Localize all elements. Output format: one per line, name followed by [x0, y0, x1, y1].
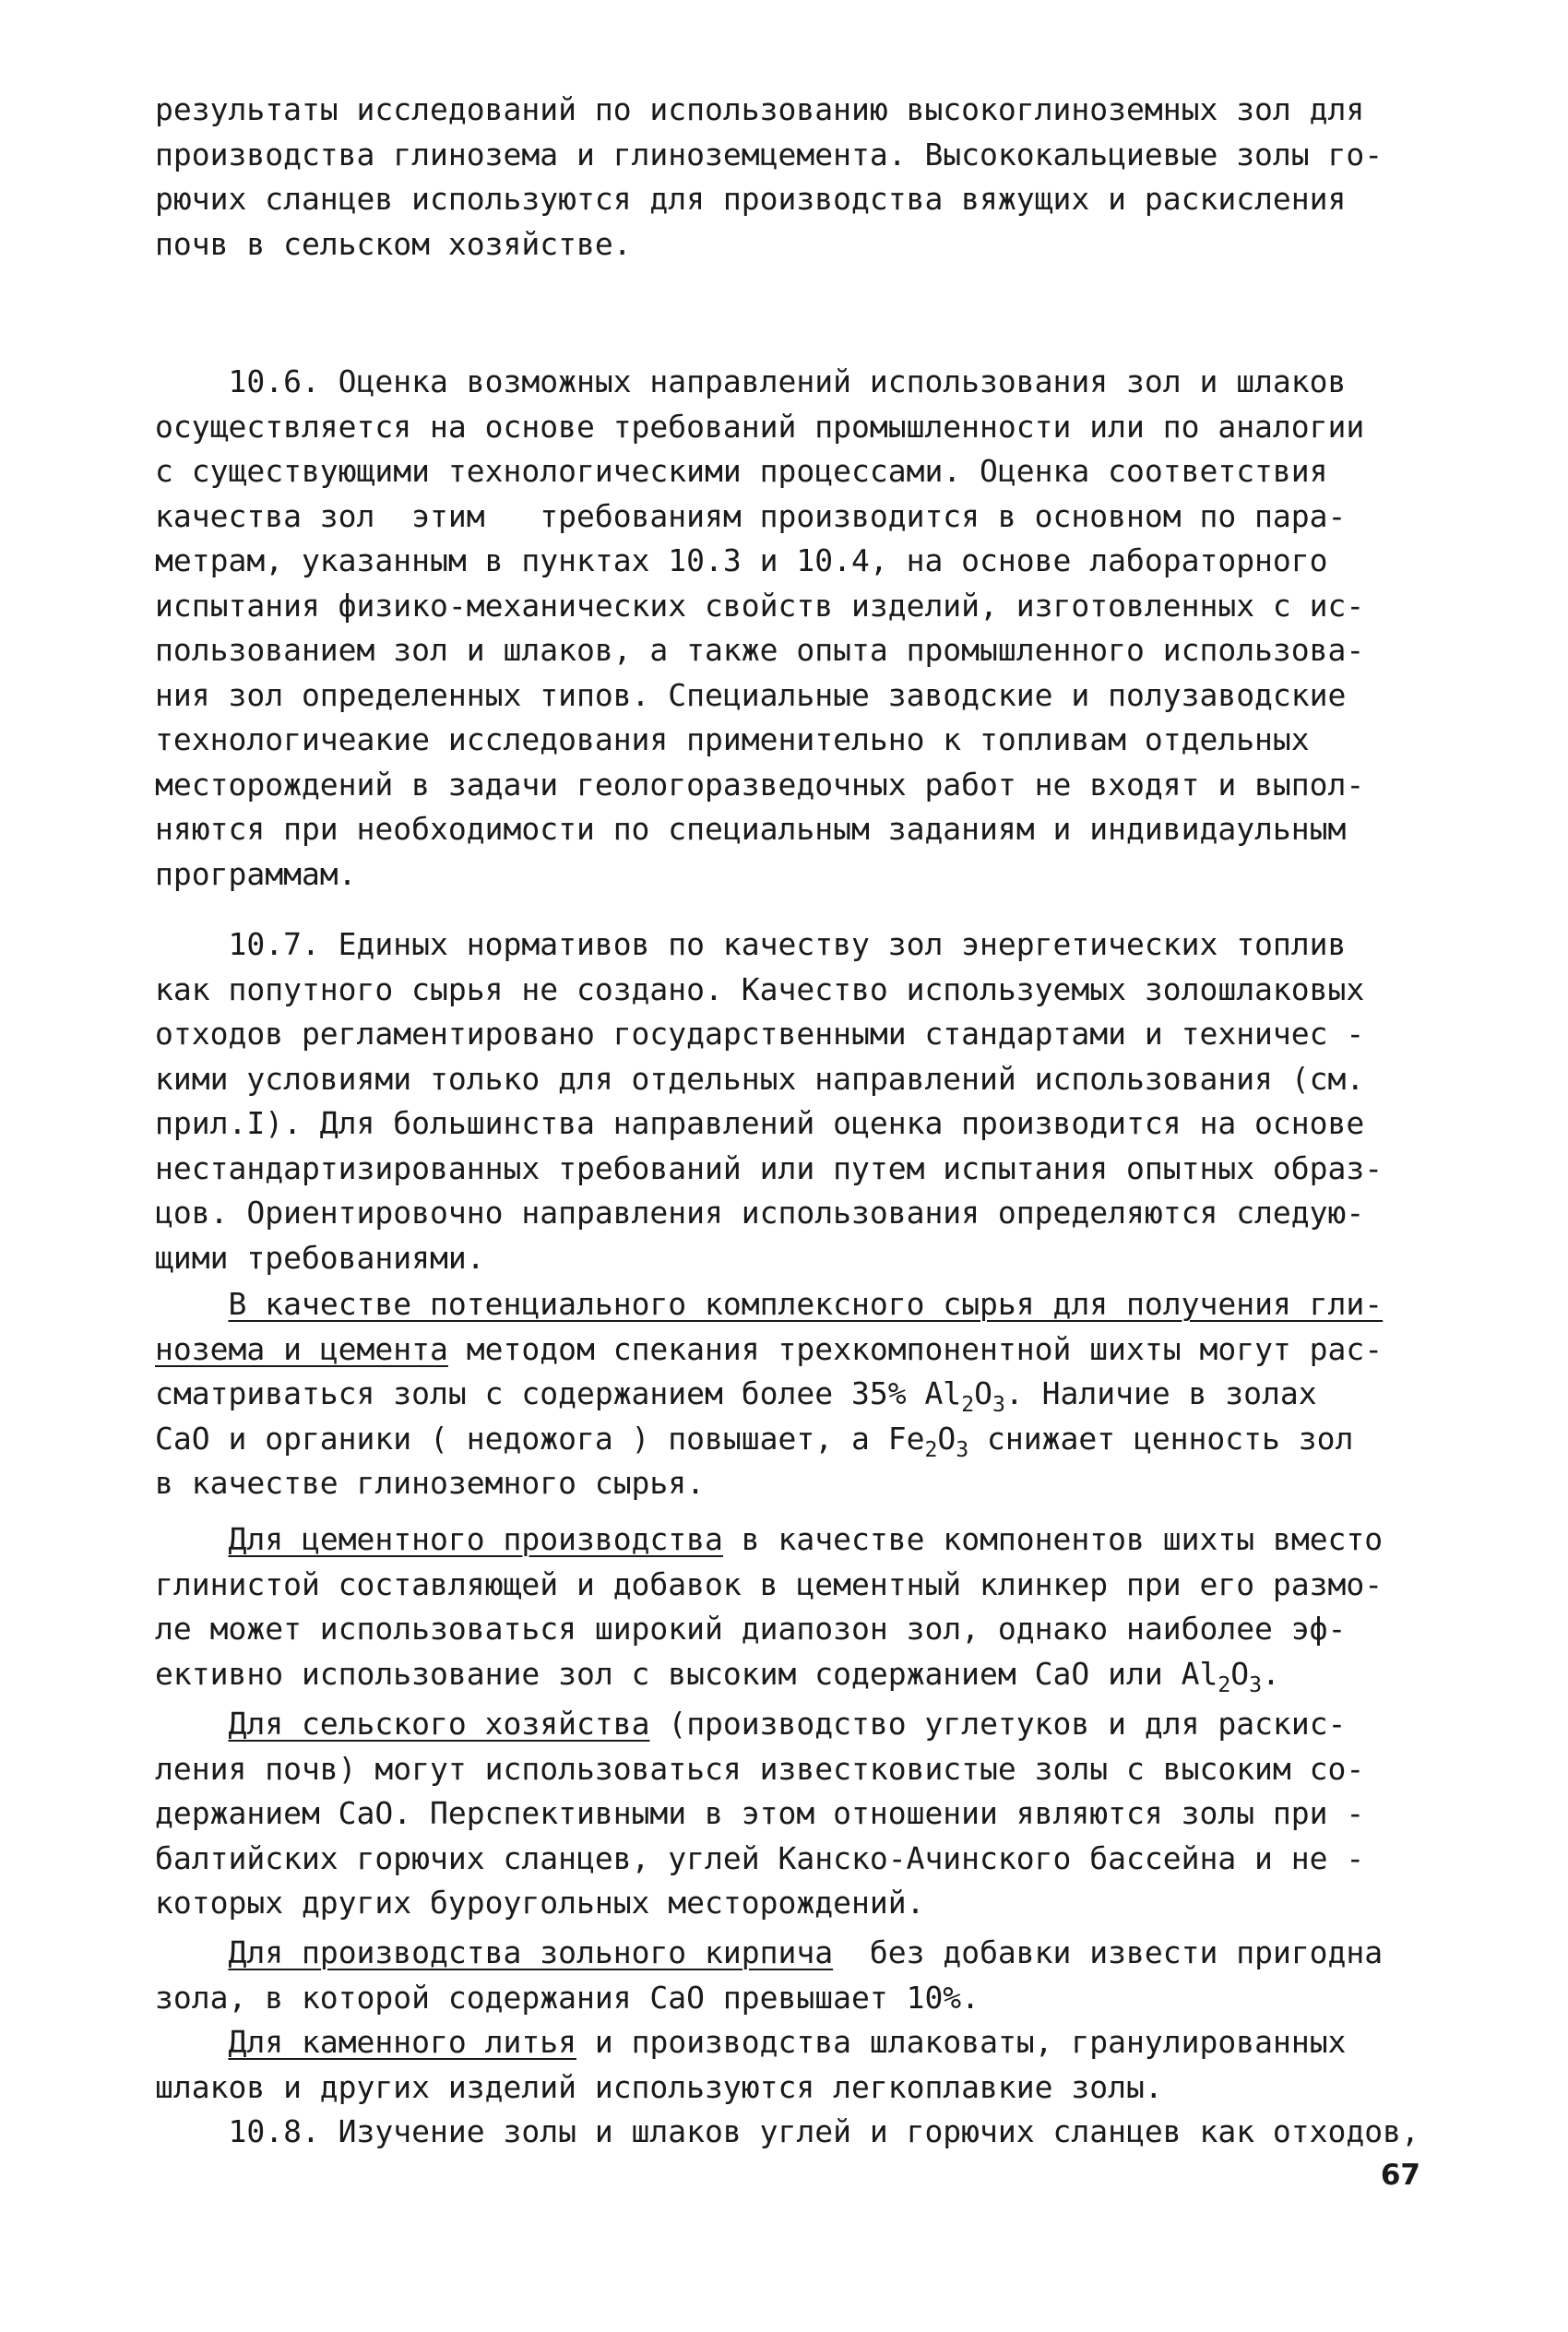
text-run: щими требованиями.	[155, 1239, 485, 1276]
text-run: 10.7. Единых нормативов по качеству зол энергетических топлив	[155, 926, 1347, 962]
text-run: методом спекания трехкомпонентной шихты могут рас-	[447, 1330, 1384, 1367]
text-run: держанием CaO. Перспективными в этом отношении являются золы при -	[155, 1795, 1365, 1831]
paragraph	[155, 2020, 1346, 2110]
text-line	[155, 1147, 1383, 1192]
text-run	[155, 1934, 228, 1970]
text-run: испытания физико-механических свойств изделий, изготовленных с ис-	[155, 587, 1365, 624]
text-run: сматриваться золы с содержанием более 35% Al	[155, 1375, 962, 1411]
text-line	[155, 1517, 1383, 1563]
paragraph	[155, 2110, 1420, 2155]
text-run: ления почв) могут использоваться известковистые золы с высоким со-	[155, 1750, 1365, 1787]
text-run: цов. Ориентировочно направления использования определяются следую-	[155, 1195, 1365, 1231]
text-run: ле может использоваться широкий диапозон зол, однако наиболее эф-	[155, 1611, 1347, 1647]
paragraph	[155, 1517, 1383, 1696]
text-line	[155, 922, 1383, 968]
text-run: производства глинозема и глиноземцемента. Высококальциевые золы го-	[155, 136, 1384, 173]
text-line	[155, 1012, 1383, 1057]
text-line	[155, 133, 1383, 178]
text-run: O	[1230, 1655, 1250, 1692]
text-line	[155, 449, 1364, 494]
text-line	[155, 1191, 1383, 1236]
text-run: с существующими технологическими процессами. Оценка соответствия	[155, 453, 1328, 489]
text-run: O	[937, 1420, 956, 1457]
page-number: 67	[1380, 2159, 1420, 2192]
text-run	[155, 1286, 228, 1322]
paragraph	[155, 1282, 1383, 1506]
text-line	[155, 852, 1364, 898]
text-line	[155, 2110, 1420, 2155]
text-run: которых других буроугольных месторождений.	[155, 1885, 925, 1921]
text-run: пользованием зол и шлаков, а также опыта промышленного использова-	[155, 632, 1365, 668]
text-run: в качестве компонентов шихты вместо	[722, 1521, 1384, 1557]
text-line	[155, 2020, 1346, 2065]
text-line	[155, 628, 1364, 673]
subscript: 3	[956, 1437, 969, 1462]
text-line	[155, 177, 1383, 222]
text-run: рючих сланцев используются для производства вяжущих и раскисления	[155, 181, 1347, 217]
paragraph	[155, 922, 1383, 1280]
underlined-heading: Для каменного литья	[228, 2024, 576, 2060]
text-run: технологичеакие исследования применительно к топливам отдельных	[155, 721, 1310, 757]
subscript: 3	[992, 1393, 1005, 1418]
underlined-heading: нозема и цемента	[155, 1330, 448, 1367]
text-line	[155, 1607, 1383, 1652]
subscript: 3	[1249, 1672, 1263, 1697]
text-run: CaO и органики ( недожога ) повышает, а Fe	[155, 1420, 925, 1457]
text-line	[155, 1236, 1383, 1281]
text-run: нестандартизированных требований или путем испытания опытных образ-	[155, 1149, 1384, 1186]
paragraph	[155, 1702, 1364, 1926]
text-run: кими условиями только для отдельных направлений использования (см.	[155, 1060, 1365, 1097]
text-run: осуществляется на основе требований промышленности или по аналогии	[155, 408, 1365, 445]
text-line	[155, 1791, 1364, 1837]
text-run: .	[1262, 1655, 1280, 1692]
text-line	[155, 1417, 1383, 1462]
text-run: ния зол определенных типов. Специальные заводские и полузаводские	[155, 676, 1347, 713]
text-line	[155, 1563, 1383, 1608]
subscript: 2	[1218, 1672, 1231, 1697]
text-line	[155, 1372, 1383, 1417]
text-run: прил.I). Для большинства направлений оценка производится на основе	[155, 1105, 1365, 1141]
text-line	[155, 1327, 1383, 1373]
text-line	[155, 1461, 1383, 1506]
text-line	[155, 405, 1364, 450]
text-line	[155, 1652, 1383, 1697]
underlined-heading: В качестве потенциального комплексного сырья для получения гли-	[228, 1286, 1384, 1322]
text-run: метрам, указанным в пунктах 10.3 и 10.4, на основе лабораторного	[155, 542, 1328, 578]
text-line	[155, 673, 1364, 719]
text-run: 10.8. Изучение золы и шлаков углей и горючих сланцев как отходов,	[155, 2113, 1420, 2149]
text-line	[155, 1702, 1364, 1747]
underlined-heading: Для производства зольного кирпича	[228, 1934, 834, 1970]
text-line	[155, 807, 1364, 852]
text-line	[155, 1747, 1364, 1792]
paragraph	[155, 360, 1364, 897]
text-run: программам.	[155, 855, 357, 892]
text-line	[155, 968, 1383, 1013]
text-line	[155, 539, 1364, 584]
text-run: почв в сельском хозяйстве.	[155, 225, 632, 262]
text-run: и производства шлаковаты, гранулированных	[576, 2024, 1347, 2060]
text-line	[155, 88, 1383, 133]
text-run	[155, 1706, 228, 1742]
subscript: 2	[924, 1437, 938, 1462]
text-line	[155, 1101, 1383, 1147]
text-line	[155, 1057, 1383, 1102]
text-run: . Наличие в золах	[1004, 1375, 1317, 1411]
text-line	[155, 222, 1383, 268]
paragraph	[155, 88, 1383, 267]
text-run: балтийских горючих сланцев, углей Канско-Ачинского бассейна и не -	[155, 1839, 1365, 1876]
text-run: отходов регламентировано государственными стандартами и техничес -	[155, 1016, 1365, 1052]
text-run: в качестве глиноземного сырья.	[155, 1465, 706, 1501]
text-run: O	[974, 1375, 992, 1411]
text-line	[155, 1881, 1364, 1926]
text-run: ективно использование зол с высоким содержанием CaO или Al	[155, 1655, 1218, 1692]
text-run: снижает ценность зол	[968, 1420, 1354, 1457]
subscript: 2	[961, 1393, 975, 1418]
text-line	[155, 1976, 1383, 2021]
text-line	[155, 2065, 1346, 2111]
text-run	[155, 1521, 228, 1557]
text-line	[155, 1837, 1364, 1882]
text-run: няются при необходимости по специальным заданиям и индивидаульным	[155, 811, 1347, 847]
text-run: месторождений в задачи геологоразведочных работ не входят и выпол-	[155, 766, 1365, 803]
text-line	[155, 584, 1364, 629]
text-line	[155, 1282, 1383, 1327]
text-line	[155, 1931, 1383, 1976]
text-line	[155, 763, 1364, 808]
underlined-heading: Для цементного производства	[228, 1521, 723, 1557]
text-run: зола, в которой содержания CaO превышает 10%.	[155, 1979, 980, 2016]
text-line	[155, 494, 1364, 540]
text-run: без добавки извести пригодна	[833, 1934, 1384, 1970]
text-run	[155, 2024, 228, 2060]
text-run: 10.6. Оценка возможных направлений использования зол и шлаков	[155, 363, 1347, 399]
text-run: качества зол этим требованиям производится в основном по пара-	[155, 497, 1347, 534]
paragraph	[155, 1931, 1383, 2020]
text-line	[155, 360, 1364, 405]
text-line	[155, 718, 1364, 763]
underlined-heading: Для сельского хозяйства	[228, 1706, 650, 1742]
text-run: результаты исследований по использованию высокоглиноземных зол для	[155, 91, 1365, 127]
text-run: (производство углетуков и для раскис-	[649, 1706, 1347, 1742]
text-run: глинистой составляющей и добавок в цементный клинкер при его размо-	[155, 1565, 1384, 1602]
text-run: шлаков и других изделий используются легкоплавкие золы.	[155, 2068, 1163, 2105]
text-run: как попутного сырья не создано. Качество используемых золошлаковых	[155, 970, 1365, 1007]
